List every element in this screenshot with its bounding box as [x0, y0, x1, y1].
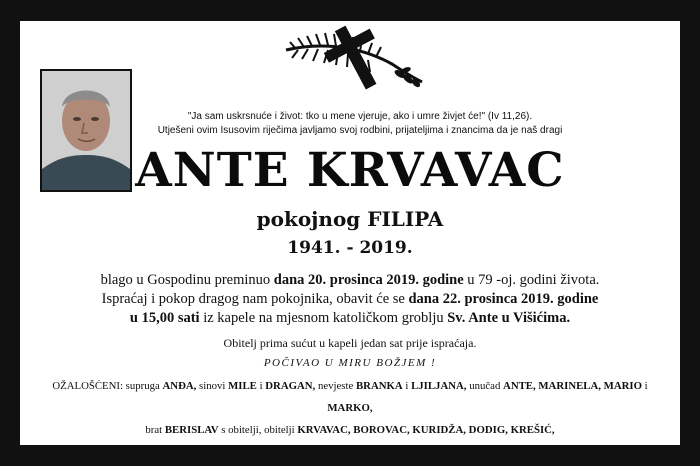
quote-line-2: Utješeni ovim Isusovim riječima javljamo svoj rodbini, prijateljima i znancima da je naš dragi	[157, 124, 563, 136]
mourner-name: BRANKA	[355, 380, 403, 392]
text-segment: i	[259, 380, 263, 392]
mourner-name: BERISLAV	[164, 424, 219, 436]
mourner-name: ANĐA,	[162, 380, 197, 392]
text-segment: nevjeste	[317, 380, 354, 392]
announcement-line-3	[40, 309, 660, 328]
mourner-name: JURKOVIĆ, BRKIĆ, PAVLOVIĆ, PAUREVIĆ	[179, 446, 400, 458]
text-segment: brat	[145, 424, 163, 436]
obituary-card	[20, 21, 680, 458]
text-segment: blago u Gospodinu preminuo	[100, 272, 271, 288]
mourner-name: ANTE, MARINELA, MARIO	[503, 380, 642, 392]
life-years: 1941. - 2019.	[287, 238, 413, 258]
text-segment: unučad	[469, 380, 501, 392]
bible-quote	[120, 110, 600, 137]
mourner-name: KRVAVAC, BOROVAC, KURIDŽA, DODIG, KREŠIĆ,	[297, 424, 555, 436]
mourners-line-1	[40, 375, 659, 419]
condolence-note: Obitelj prima sućut u kapeli jedan sat prije ispraćaja.	[223, 336, 477, 350]
text-segment: Ispraćaj i pokop dragog nam pokojnika, obavit će se	[101, 291, 405, 307]
quote-line-1: "Ja sam uskrsnuće i život: tko u mene vjeruje, ako i umre živjet će!" (Iv 11,26).	[187, 111, 533, 122]
text-segment: iz kapele na mjesnom katoličkom groblju	[203, 310, 444, 326]
text-segment: te ostala rodbina i prijatelji.	[402, 446, 521, 458]
mourners-line-3	[40, 441, 659, 463]
announcement-text	[40, 271, 660, 328]
mourners-list	[40, 375, 659, 463]
mourners-line-2	[40, 419, 659, 441]
text-segment: sinovi	[199, 380, 226, 392]
mourners-label: OŽALOŠĆENI:	[52, 380, 123, 392]
cross-with-palm-icon	[282, 22, 432, 92]
text-segment: i	[644, 380, 648, 392]
text-segment: s obitelji, obitelji	[221, 424, 295, 436]
mourner-name: MILE	[228, 380, 257, 392]
funeral-place: Sv. Ante u Višićima.	[447, 310, 571, 326]
text-segment: supruga	[125, 380, 160, 392]
text-segment: i	[405, 380, 409, 392]
funeral-date: dana 22. prosinca 2019. godine	[408, 291, 599, 307]
mourner-name: MARKO,	[327, 402, 373, 414]
announcement-line-2	[40, 290, 660, 309]
announcement-line-1	[40, 271, 660, 290]
father-name: pokojnog FILIPA	[256, 207, 444, 231]
mourner-name: DRAGAN,	[265, 380, 316, 392]
mourner-name: LJILJANA,	[411, 380, 467, 392]
text-segment: u 79 -oj. godini života.	[467, 272, 600, 288]
deceased-name: ANTE KRVAVAC	[135, 143, 565, 198]
rest-in-peace: POČIVAO U MIRU BOŽJEM !	[263, 357, 437, 369]
death-date: dana 20. prosinca 2019. godine	[273, 272, 464, 288]
funeral-time: u 15,00 sati	[129, 310, 200, 326]
